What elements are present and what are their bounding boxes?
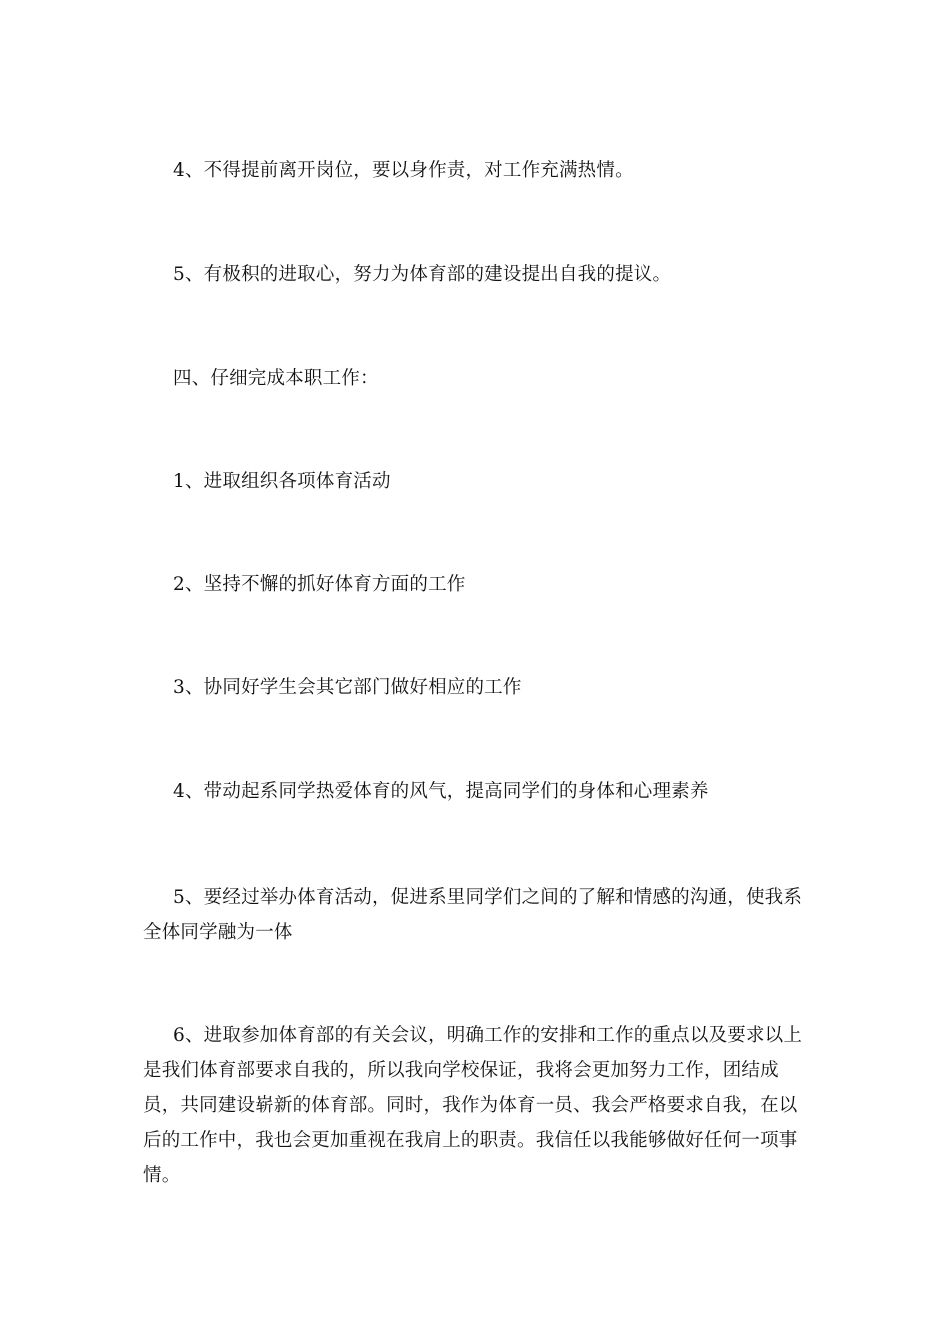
section-heading-4: 四、仔细完成本职工作：	[173, 368, 379, 389]
paragraph-rule-4: 4、不得提前离开岗位，要以身作责，对工作充满热情。	[173, 160, 634, 181]
paragraph-duty-3: 3、协同好学生会其它部门做好相应的工作	[173, 677, 522, 698]
paragraph-rule-5: 5、有极积的进取心，努力为体育部的建设提出自我的提议。	[173, 264, 672, 285]
paragraph-duty-2: 2、坚持不懈的抓好体育方面的工作	[173, 574, 466, 595]
paragraph-duty-6: 6、进取参加体育部的有关会议，明确工作的安排和工作的重点以及要求以上是我们体育部要求自我的，所以我向学校保证，我将会更加努力工作，团结成员，共同建设崭新的体育部。同时，我作为体育一员、我会严格要求自我，在以后的工作中，我也会更加重视在我肩上的职责。我信任以我能够做好任何一项事情。	[143, 1025, 803, 1186]
paragraph-duty-5: 5、要经过举办体育活动，促进系里同学们之间的了解和情感的沟通，使我系全体同学融为一体	[143, 887, 803, 943]
paragraph-duty-4: 4、带动起系同学热爱体育的风气，提高同学们的身体和心理素养	[173, 781, 709, 802]
paragraph-duty-1: 1、进取组织各项体育活动	[173, 471, 391, 492]
